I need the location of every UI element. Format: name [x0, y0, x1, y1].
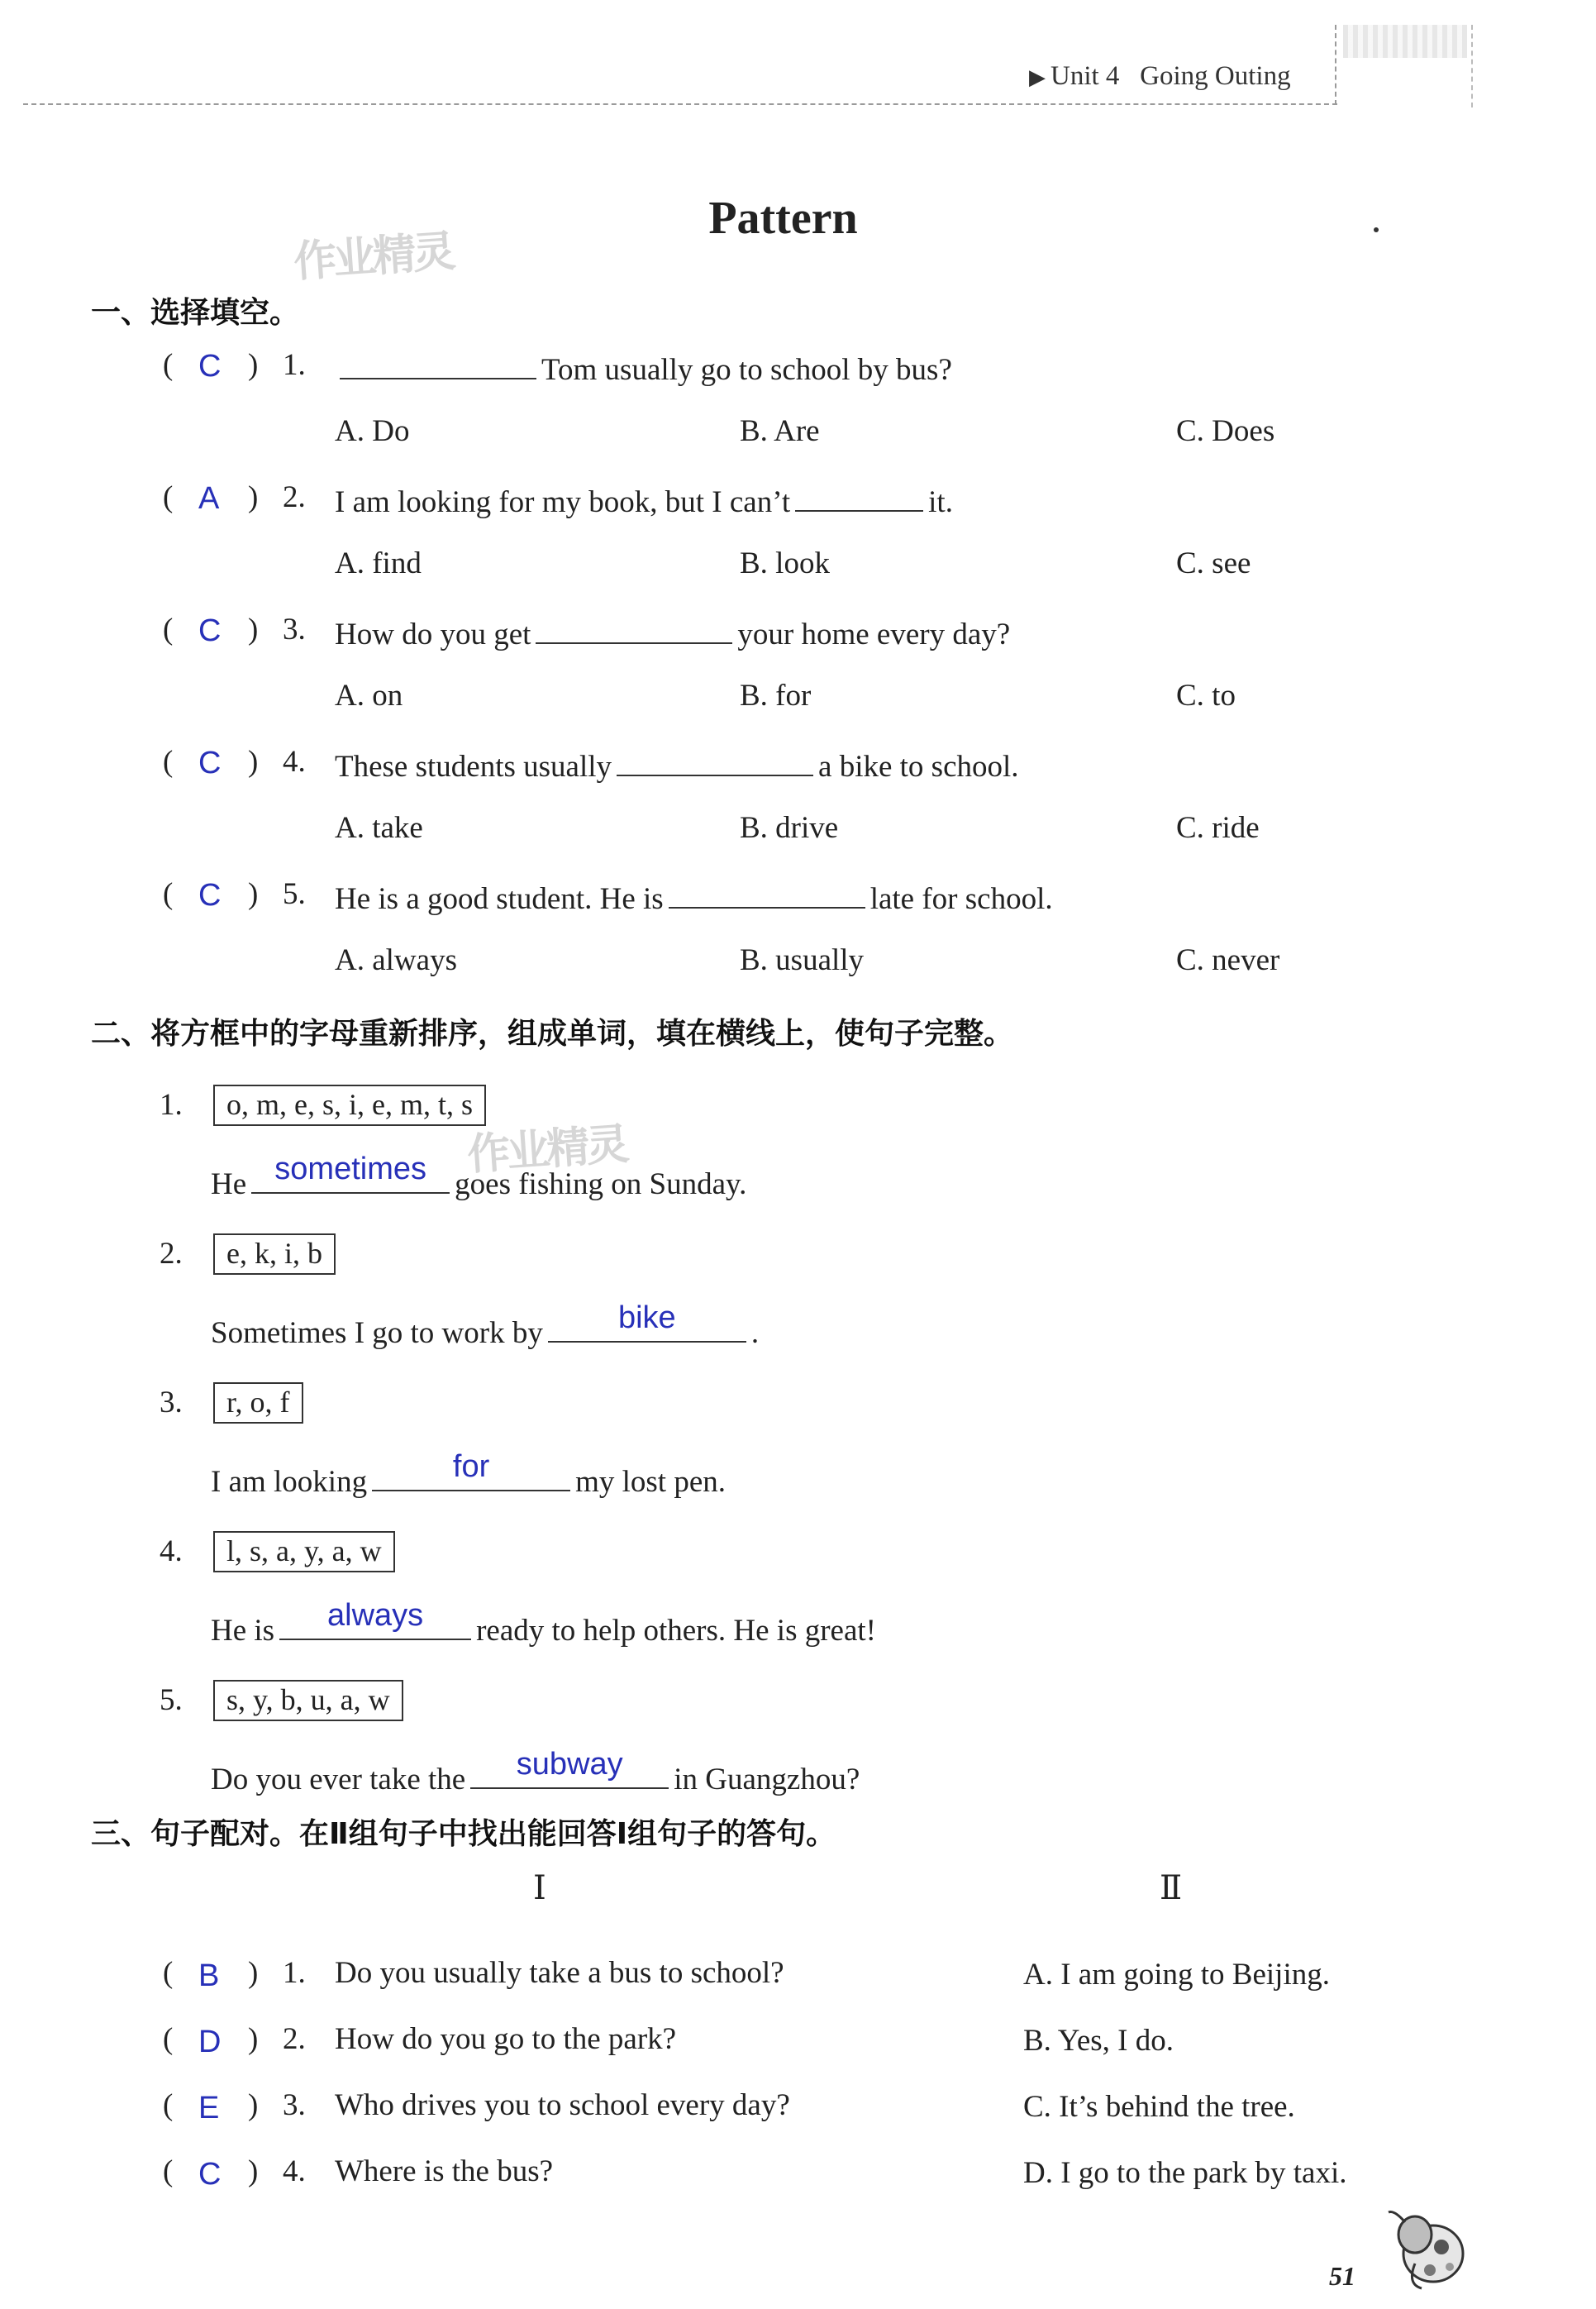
answer-blank[interactable]: [279, 1598, 471, 1640]
sentence-after: my lost pen.: [575, 1465, 727, 1499]
question-text: [335, 479, 953, 520]
unit-label: Unit 4: [1051, 61, 1120, 91]
answer-blank[interactable]: [548, 1300, 746, 1343]
answer-word[interactable]: for: [452, 1449, 490, 1484]
response-option: B. Yes, I do.: [1023, 2024, 1174, 2058]
answer-blank[interactable]: [251, 1152, 450, 1194]
letter-box: r, o, f: [213, 1382, 303, 1424]
play-arrow-icon: ▶: [1029, 65, 1046, 89]
question-after: it.: [928, 485, 953, 519]
header-divider: [23, 103, 1337, 105]
paren-open: (: [163, 2154, 174, 2188]
question-before: How do you get: [335, 618, 531, 651]
paren-close: ): [248, 348, 259, 382]
section2-heading: 二、将方框中的字母重新排序，组成单词，填在横线上，使句子完整。: [91, 1017, 1014, 1051]
letter-box: s, y, b, u, a, w: [213, 1680, 403, 1721]
header-corner-divider-2: [1471, 25, 1473, 107]
answer-blank[interactable]: [795, 479, 923, 512]
item-number: 3.: [160, 1386, 183, 1419]
letter-box: o, m, e, s, i, e, m, t, s: [213, 1085, 486, 1126]
option: B. for: [740, 679, 812, 713]
page-title: Pattern: [708, 193, 858, 244]
answer-letter[interactable]: C: [198, 613, 222, 648]
question-number: 3.: [283, 2088, 306, 2122]
question-number: 5.: [283, 877, 306, 911]
sentence-after: in Guangzhou?: [674, 1763, 860, 1796]
option: B. look: [740, 546, 830, 580]
answer-blank[interactable]: [536, 612, 732, 644]
question-text: How do you go to the park?: [335, 2022, 677, 2056]
question-number: 4.: [283, 2154, 306, 2188]
column-one-label: Ⅰ: [533, 1869, 546, 1906]
sentence-after: .: [750, 1316, 760, 1350]
question-number: 1.: [283, 348, 306, 382]
item-number: 2.: [160, 1237, 183, 1271]
question-text: Where is the bus?: [335, 2154, 554, 2188]
answer-blank[interactable]: [617, 744, 813, 776]
question-number: 1.: [283, 1956, 306, 1990]
question-after: your home every day?: [737, 618, 1011, 651]
question-number: 4.: [283, 745, 306, 779]
item-number: 5.: [160, 1683, 183, 1717]
item-number: 1.: [160, 1088, 183, 1122]
answer-word[interactable]: always: [327, 1598, 424, 1633]
question-number: 2.: [283, 480, 306, 514]
answer-blank[interactable]: [669, 876, 865, 909]
answer-letter[interactable]: C: [198, 349, 222, 384]
question-text: [335, 612, 1010, 652]
question-text: [335, 876, 1053, 917]
option: B. Are: [740, 414, 820, 448]
answer-word[interactable]: sometimes: [274, 1152, 427, 1186]
paren-open: (: [163, 1956, 174, 1990]
letter-box: e, k, i, b: [213, 1233, 336, 1275]
page-number: 51: [1329, 2261, 1355, 2291]
answer-letter[interactable]: A: [198, 481, 220, 516]
stray-dot: [1374, 227, 1379, 232]
answer-letter[interactable]: B: [198, 1958, 220, 1993]
answer-blank[interactable]: [470, 1747, 669, 1789]
paren-close: ): [248, 1956, 259, 1990]
paren-open: (: [163, 613, 174, 646]
sentence-before: Do you ever take the: [211, 1763, 466, 1796]
paren-close: ): [248, 877, 259, 911]
answer-word[interactable]: subway: [516, 1747, 623, 1782]
paren-open: (: [163, 877, 174, 911]
answer-blank[interactable]: [372, 1449, 570, 1491]
sentence-before: He: [211, 1167, 247, 1201]
answer-letter[interactable]: D: [198, 2025, 222, 2059]
option: A. always: [335, 943, 457, 977]
question-text: [335, 347, 952, 388]
response-option: D. I go to the park by taxi.: [1023, 2156, 1347, 2190]
paren-close: ): [248, 2154, 259, 2188]
option: A. find: [335, 546, 422, 580]
paren-open: (: [163, 2022, 174, 2056]
option: C. never: [1176, 943, 1280, 977]
sentence: [211, 1747, 860, 1797]
question-after: Tom usually go to school by bus?: [541, 353, 952, 387]
watermark: 作业精灵: [292, 227, 455, 288]
header-unit: [1029, 61, 1291, 92]
paren-close: ): [248, 480, 259, 514]
sentence: [211, 1300, 760, 1351]
letter-box: l, s, a, y, a, w: [213, 1531, 395, 1572]
question-before: These students usually: [335, 750, 612, 784]
response-option: C. It’s behind the tree.: [1023, 2090, 1295, 2124]
question-after: a bike to school.: [818, 750, 1019, 784]
paren-close: ): [248, 2088, 259, 2122]
option: C. see: [1176, 546, 1251, 580]
question-number: 2.: [283, 2022, 306, 2056]
answer-letter[interactable]: C: [198, 746, 222, 780]
question-text: Do you usually take a bus to school?: [335, 1956, 784, 1990]
question-text: [335, 744, 1019, 785]
header-corner-divider: [1335, 25, 1336, 105]
option: A. on: [335, 679, 403, 713]
paren-open: (: [163, 745, 174, 779]
column-two-label: Ⅱ: [1160, 1869, 1183, 1906]
answer-blank[interactable]: [340, 347, 536, 379]
option: B. drive: [740, 811, 839, 845]
paren-close: ): [248, 745, 259, 779]
option: B. usually: [740, 943, 865, 977]
sentence-after: ready to help others. He is great!: [476, 1614, 876, 1648]
option: C. to: [1176, 679, 1236, 713]
question-text: Who drives you to school every day?: [335, 2088, 790, 2122]
paren-open: (: [163, 2088, 174, 2122]
section1-heading: 一、选择填空。: [91, 296, 300, 330]
butterfly-icon: [1382, 2206, 1473, 2297]
answer-letter[interactable]: E: [198, 2091, 220, 2125]
question-before: I am looking for my book, but I can’t: [335, 485, 791, 519]
question-after: late for school.: [869, 882, 1053, 916]
item-number: 4.: [160, 1534, 183, 1568]
sentence-after: goes fishing on Sunday.: [455, 1167, 747, 1201]
sentence: [211, 1449, 727, 1500]
paren-open: (: [163, 348, 174, 382]
sentence: [211, 1152, 747, 1202]
question-before: He is a good student. He is: [335, 882, 664, 916]
sentence-before: Sometimes I go to work by: [211, 1316, 543, 1350]
answer-letter[interactable]: C: [198, 2157, 222, 2192]
answer-word[interactable]: bike: [617, 1300, 676, 1335]
question-number: 3.: [283, 613, 306, 646]
paren-open: (: [163, 480, 174, 514]
sentence-before: He is: [211, 1614, 275, 1648]
option: C. Does: [1176, 414, 1275, 448]
option: A. take: [335, 811, 423, 845]
response-option: A. I am going to Beijing.: [1023, 1958, 1330, 1992]
option: A. Do: [335, 414, 410, 448]
watermark-2: 作业精灵: [465, 1119, 628, 1181]
header-decoration: [1343, 25, 1467, 58]
paren-close: ): [248, 613, 259, 646]
answer-letter[interactable]: C: [198, 878, 222, 913]
sentence-before: I am looking: [211, 1465, 368, 1499]
paren-close: ): [248, 2022, 259, 2056]
section3-heading: 三、句子配对。在Ⅱ组句子中找出能回答Ⅰ组句子的答句。: [91, 1817, 836, 1851]
sentence: [211, 1598, 876, 1648]
unit-topic: Going Outing: [1140, 61, 1291, 91]
option: C. ride: [1176, 811, 1260, 845]
